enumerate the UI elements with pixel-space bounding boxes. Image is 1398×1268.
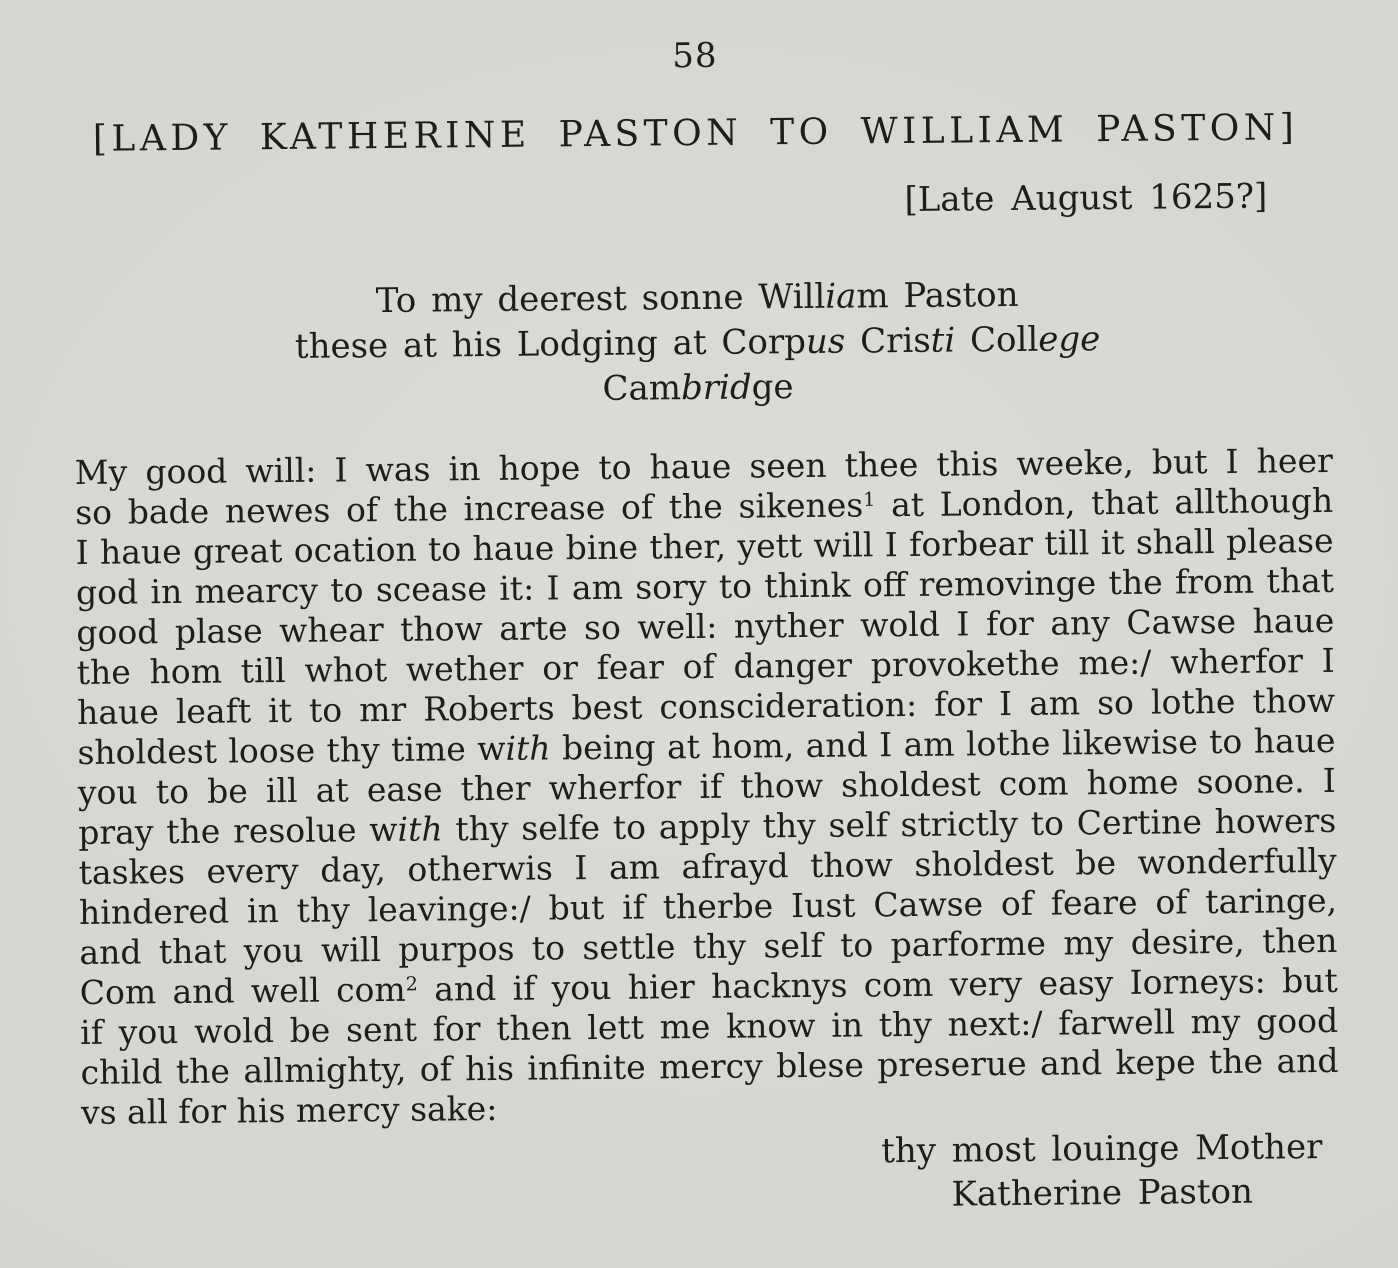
- text-segment: god in mearcy to scease it: I am sory to think off removinge the from that: [75, 560, 1335, 612]
- text-segment: Cam: [602, 368, 682, 409]
- text-segment: Com and well com: [79, 969, 406, 1012]
- text-segment: vs all for his mercy sake:: [80, 1088, 498, 1132]
- text-segment: us: [805, 321, 846, 362]
- text-segment: hindered in thy leavinge:/ but if therbe Iust Cawse of feare of taringe,: [78, 880, 1338, 932]
- text-segment: so bade newes of the increase of the sikenes: [75, 485, 864, 532]
- letter-body: [75, 441, 1339, 1133]
- text-segment: the hom till whot wether or fear of danger provokethe me:/ wherfor I: [76, 640, 1335, 692]
- signature-name: Katherine Paston: [951, 1171, 1254, 1215]
- text-segment: Cris: [845, 320, 931, 362]
- text-segment: if you wold be sent for then lett me know in thy next:/ farwell my good: [80, 1000, 1339, 1052]
- text-segment: and that you will purpos to settle thy self to parforme my desire, then: [79, 920, 1338, 972]
- text-segment: being at hom, and I am lothe likewise to haue: [550, 720, 1336, 768]
- footnote-marker: 1: [863, 487, 876, 511]
- footnote-marker: 2: [405, 972, 418, 996]
- text-segment: Coll: [955, 319, 1039, 361]
- text-segment: at London, that allthough: [875, 480, 1334, 525]
- text-segment: child the allmighty, of his infinite mercy blese preserue and kepe the and: [80, 1040, 1339, 1092]
- address-block: [0, 269, 1397, 417]
- text-segment: ti: [930, 320, 956, 361]
- signature-closing: thy most louinge Mother: [881, 1127, 1323, 1172]
- page-number: 58: [672, 35, 718, 77]
- text-segment: m Paston: [856, 274, 1019, 317]
- text-segment: haue leaft it to mr Roberts best conscideration: for I am so lothe thow: [76, 680, 1336, 732]
- text-segment: good plase whear thow arte so well: nyther wold I for any Cawse haue: [76, 600, 1335, 652]
- text-segment: taskes every day, otherwis I am afrayd thow sholdest be wonderfully: [78, 840, 1337, 892]
- letter-title: [LADY KATHERINE PASTON TO WILLIAM PASTON]: [92, 107, 1299, 160]
- text-segment: To my deerest sonne Will: [375, 276, 826, 322]
- text-segment: these at his Lodging at Corp: [294, 321, 807, 367]
- text-segment: I haue great ocation to haue bine ther, yett will I forbear till it shall please: [75, 520, 1334, 572]
- text-segment: you to be ill at ease ther wherfor if thow sholdest com home soone. I: [77, 760, 1337, 812]
- text-segment: ith: [397, 809, 443, 849]
- text-segment: sholdest loose thy time w: [77, 728, 506, 772]
- text-segment: ege: [1038, 319, 1101, 360]
- signature-block: [881, 1125, 1323, 1217]
- text-segment: and if you hier hacknys com very easy Iorneys: but: [417, 960, 1338, 1009]
- text-segment: pray the resolue w: [78, 809, 398, 852]
- text-segment: ith: [505, 728, 551, 768]
- text-segment: thy selfe to apply thy self strictly to Certine howers: [442, 800, 1337, 849]
- text-segment: My good will: I was in hope to haue seen thee this weeke, but I heer: [74, 440, 1333, 492]
- text-segment: brid: [680, 367, 752, 409]
- text-segment: ge: [751, 367, 794, 408]
- text-segment: ia: [825, 276, 857, 317]
- letter-date: [Late August 1625?]: [904, 176, 1268, 221]
